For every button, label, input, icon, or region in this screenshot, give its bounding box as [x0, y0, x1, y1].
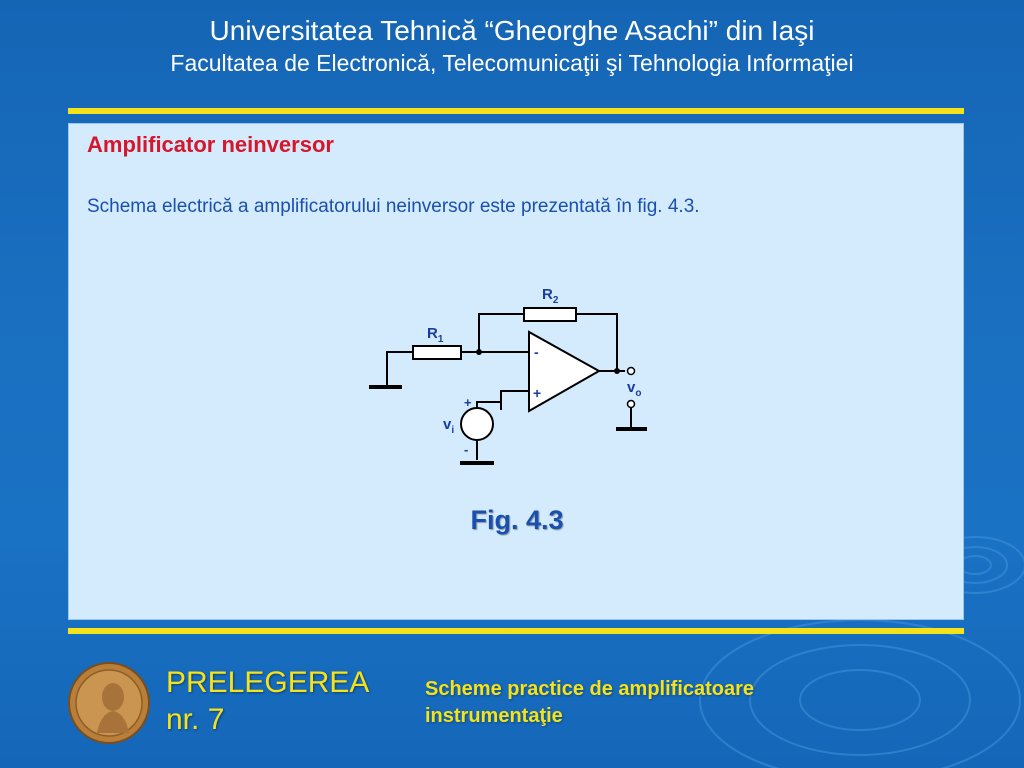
section-title: Amplificator neinversor: [87, 132, 334, 157]
voltage-source-vi: [461, 408, 493, 440]
node-dot-output: [614, 368, 620, 374]
label-vo: $v_o$: [627, 379, 642, 399]
source-minus-sign: -: [464, 442, 469, 457]
lecture-label: PRELEGEREA: [166, 666, 370, 699]
label-r1: $R_1$: [427, 325, 444, 345]
lecture-nr: nr. 7: [166, 703, 225, 736]
university-medal-logo: [67, 661, 151, 745]
lecture-subject: [425, 676, 754, 730]
bottom-divider: [68, 628, 964, 634]
r1-left-wire: [387, 352, 413, 386]
university-name: Universitatea Tehnică “Gheorghe Asachi” din Iaşi: [209, 15, 815, 46]
feedback-wire-left: [479, 314, 524, 352]
non-inverting-amplifier-diagram: [369, 274, 669, 474]
top-divider: [68, 108, 964, 114]
label-vi: $v_i$: [443, 416, 455, 436]
opamp-plus-sign: +: [533, 385, 542, 401]
subject-line-1: Scheme practice de amplificatoare: [425, 678, 755, 700]
resistor-r1: [413, 346, 461, 359]
output-terminal-bottom: [628, 401, 635, 408]
noninv-input-wire: [501, 391, 529, 410]
source-plus-sign: +: [464, 395, 472, 410]
content-panel: [68, 123, 964, 620]
subject-line-2: instrumentaţie: [425, 705, 563, 727]
slide-header: [0, 14, 1024, 78]
body-paragraph: Schema electrică a amplificatorului neinversor este prezentată în fig. 4.3.: [87, 196, 700, 217]
lecture-number: [166, 664, 369, 738]
resistor-r2: [524, 308, 576, 321]
source-top-wire: [477, 391, 501, 408]
node-dot-input: [476, 349, 482, 355]
label-r2: $R_2$: [542, 286, 559, 306]
output-terminal-top: [628, 368, 635, 375]
figure-caption: Fig. 4.3: [470, 505, 564, 535]
opamp-minus-sign: -: [534, 344, 539, 360]
faculty-name: Facultatea de Electronică, Telecomunicaţii şi Tehnologia Informaţiei: [170, 50, 854, 76]
